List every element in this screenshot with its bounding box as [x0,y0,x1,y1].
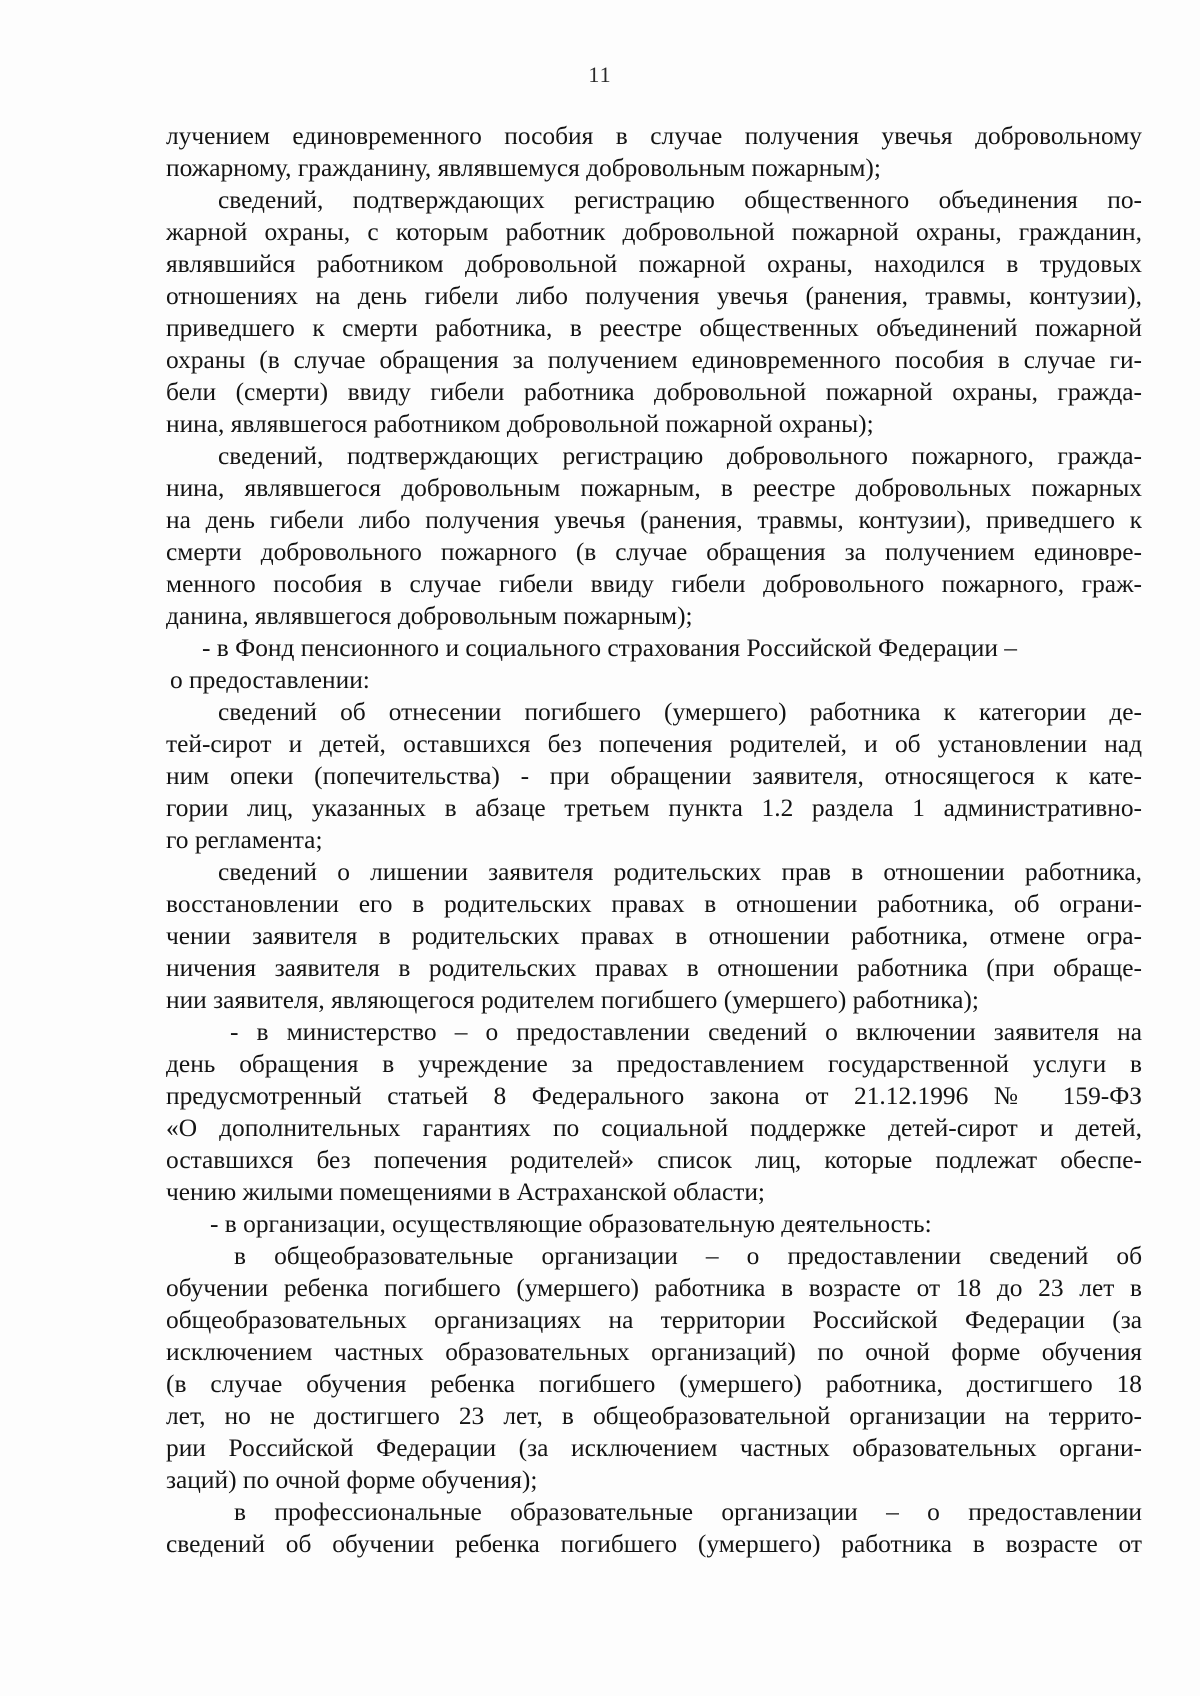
text-line: «О дополнительных гарантиях по социальной поддержке детей-сирот и детей, [166,1114,1142,1142]
text-line: бели (смерти) ввиду гибели работника добровольной пожарной охраны, гражда- [166,378,1142,406]
text-line: сведений, подтверждающих регистрацию общественного объединения по- [218,186,1142,214]
text-line: сведений, подтверждающих регистрацию добровольного пожарного, гражда- [218,442,1142,470]
text-line: нина, являвшегося работником добровольной пожарной охраны); [166,410,874,438]
text-line: ничения заявителя в родительских правах в отношении работника (при обраще- [166,954,1142,982]
text-line: - в организации, осуществляющие образовательную деятельность: [210,1210,932,1238]
text-line: общеобразовательных организациях на территории Российской Федерации (за [166,1306,1142,1334]
text-line: нина, являвшегося добровольным пожарным, в реестре добровольных пожарных [166,474,1142,502]
text-line: охраны (в случае обращения за получением единовременного пособия в случае ги- [166,346,1142,374]
page-number: 11 [588,62,612,87]
text-line: нии заявителя, являющегося родителем погибшего (умершего) работника); [166,986,979,1014]
text-line: лет, но не достигшего 23 лет, в общеобразовательной организации на террито- [166,1402,1142,1430]
text-line: являвшийся работником добровольной пожарной охраны, находился в трудовых [166,250,1142,278]
text-line: оставшихся без попечения родителей» список лиц, которые подлежат обеспе- [166,1146,1142,1174]
text-line: менного пособия в случае гибели ввиду гибели добровольного пожарного, граж- [166,570,1142,598]
text-line: отношениях на день гибели либо получения увечья (ранения, травмы, контузии), [166,282,1142,310]
text-line: обучении ребенка погибшего (умершего) работника в возрасте от 18 до 23 лет в [166,1274,1142,1302]
text-line: лучением единовременного пособия в случае получения увечья добровольному [166,122,1142,150]
text-line: сведений о лишении заявителя родительских прав в отношении работника, [218,858,1142,886]
text-line: заций) по очной форме обучения); [166,1466,538,1494]
text-line: чении заявителя в родительских правах в отношении работника, отмене огра- [166,922,1142,950]
text-line: гории лиц, указанных в абзаце третьем пункта 1.2 раздела 1 административно- [166,794,1142,822]
text-line: сведений об обучении ребенка погибшего (умершего) работника в возрасте от [166,1530,1142,1558]
text-line: рии Российской Федерации (за исключением частных образовательных органи- [166,1434,1142,1462]
text-line: в общеобразовательные организации – о предоставлении сведений об [234,1242,1142,1270]
text-line: пожарному, гражданину, являвшемуся добровольным пожарным); [166,154,881,182]
text-line: сведений об отнесении погибшего (умершего) работника к категории де- [218,698,1142,726]
text-line: - в Фонд пенсионного и социального страхования Российской Федерации – [202,634,1017,662]
text-line: исключением частных образовательных организаций) по очной форме обучения [166,1338,1142,1366]
text-line: о предоставлении: [170,666,370,694]
text-line: день обращения в учреждение за предоставлением государственной услуги в [166,1050,1142,1078]
text-line: (в случае обучения ребенка погибшего (умершего) работника, достигшего 18 [166,1370,1142,1398]
text-line: в профессиональные образовательные организации – о предоставлении [234,1498,1142,1526]
text-line: восстановлении его в родительских правах в отношении работника, об ограни- [166,890,1142,918]
text-line: жарной охраны, с которым работник добровольной пожарной охраны, гражданин, [166,218,1142,246]
text-line: предусмотренный статьей 8 Федерального закона от 21.12.1996 № 159-ФЗ [166,1082,1142,1110]
text-line: - в министерство – о предоставлении сведений о включении заявителя на [230,1018,1142,1046]
text-line: тей-сирот и детей, оставшихся без попечения родителей, и об установлении над [166,730,1142,758]
document-body [166,120,1142,1560]
text-line: на день гибели либо получения увечья (ранения, травмы, контузии), приведшего к [166,506,1142,534]
text-line: смерти добровольного пожарного (в случае обращения за получением единовре- [166,538,1142,566]
text-line: ним опеки (попечительства) - при обращении заявителя, относящегося к кате- [166,762,1142,790]
text-line: чению жилыми помещениями в Астраханской области; [166,1178,765,1206]
text-line: го регламента; [166,826,323,854]
text-line: данина, являвшегося добровольным пожарным); [166,602,693,630]
text-line: приведшего к смерти работника, в реестре общественных объединений пожарной [166,314,1142,342]
